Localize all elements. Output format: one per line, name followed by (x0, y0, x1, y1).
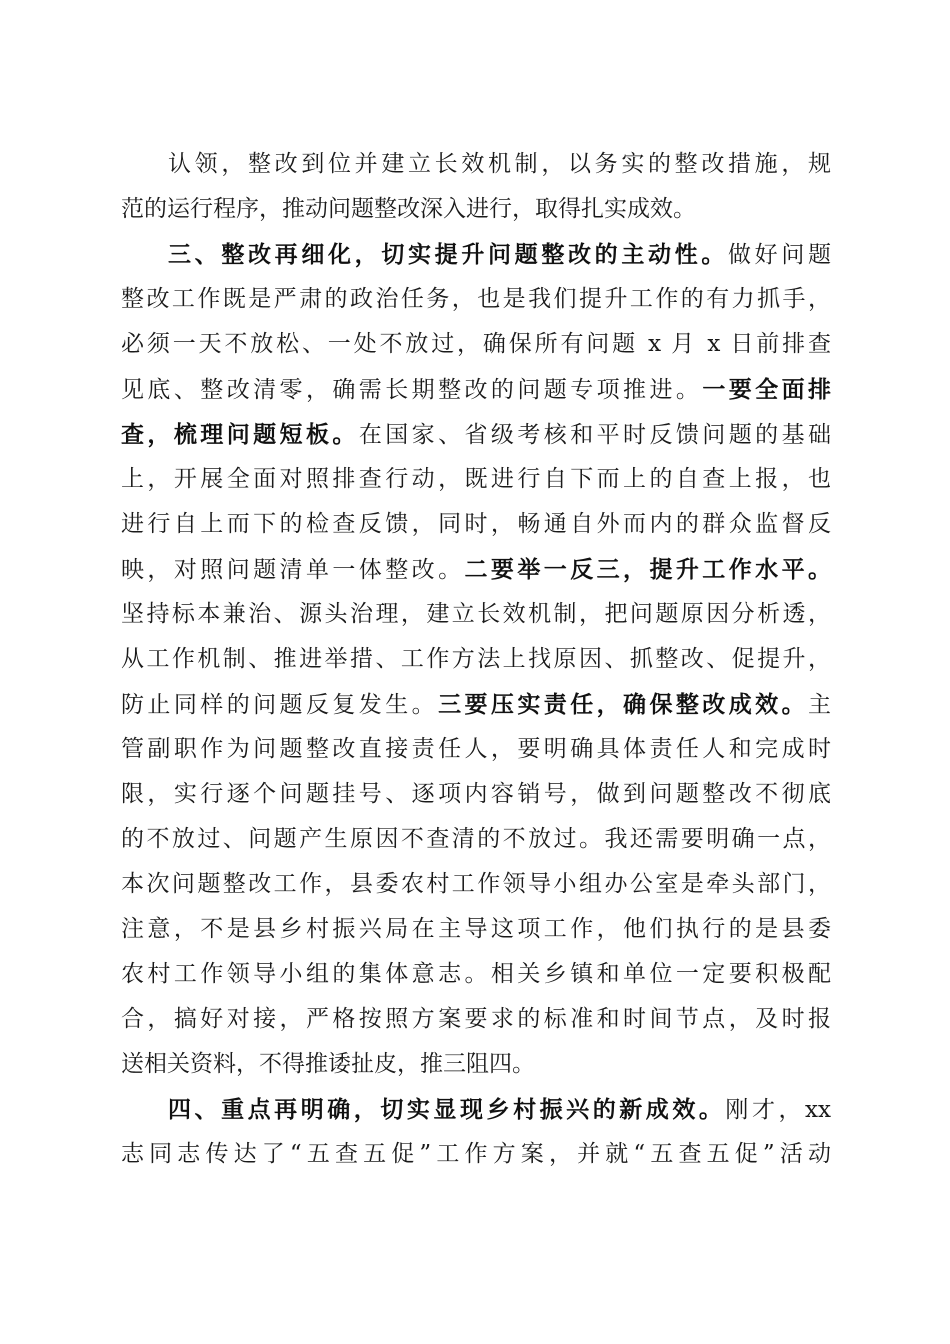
text-line (121, 862, 831, 907)
text-line (121, 952, 831, 997)
text-line (121, 682, 831, 727)
body-text-segment: 坚持标本兼治、源头治理，建立长效机制，把问题原因分析透， (121, 601, 831, 627)
text-line (121, 637, 831, 682)
text-line (121, 412, 831, 457)
body-text-segment: 限，实行逐个问题挂号、逐项内容销号，做到问题整改不彻底 (121, 781, 831, 807)
text-line (121, 547, 831, 592)
text-line (121, 1087, 831, 1132)
text-line (121, 727, 831, 772)
body-text-segment: 范的运行程序，推动问题整改深入进行，取得扎实成效。 (121, 196, 696, 222)
body-text-segment: 合，搞好对接，严格按照方案要求的标准和时间节点，及时报 (121, 1006, 831, 1032)
text-line (121, 1042, 831, 1087)
bold-heading-text: 四、重点再明确，切实显现乡村振兴的新成效。 (168, 1096, 726, 1123)
body-text-segment: 本次问题整改工作，县委农村工作领导小组办公室是牵头部门， (121, 871, 831, 897)
text-line (121, 187, 831, 232)
text-line (121, 817, 831, 862)
bold-heading-text: 三、整改再细化，切实提升问题整改的主动性。 (168, 241, 728, 268)
bold-heading-text: 二要举一反三，提升工作水平。 (464, 556, 832, 583)
text-line (121, 232, 831, 277)
body-text-segment: 从工作机制、推进举措、工作方法上找原因、抓整改、促提升， (121, 646, 831, 672)
text-line (121, 502, 831, 547)
text-line (121, 367, 831, 412)
text-line (121, 907, 831, 952)
body-text-segment: 送相关资料，不得推诿扯皮，推三阻四。 (121, 1051, 535, 1077)
bold-heading-text: 三要压实责任，确保整改成效。 (438, 691, 809, 718)
text-line (121, 1132, 831, 1177)
body-text-segment: 管副职作为问题整改直接责任人，要明确具体责任人和完成时 (121, 736, 831, 762)
body-text-segment: 主 (808, 692, 832, 718)
body-text-segment: 认领，整改到位并建立长效机制，以务实的整改措施，规 (168, 151, 831, 177)
body-text-segment: 进行自上而下的检查反馈，同时，畅通自外而内的群众监督反 (121, 511, 831, 537)
text-line (121, 457, 831, 502)
body-text-segment: 防止同样的问题反复发生。 (121, 692, 439, 718)
body-text-segment: 见底、整改清零，确需长期整改的问题专项推进。 (121, 377, 703, 403)
body-text (121, 142, 831, 1177)
text-line (121, 772, 831, 817)
body-text-segment: 上，开展全面对照排查行动，既进行自下而上的自查上报，也 (121, 466, 831, 492)
bold-heading-text: 一要全面排 (702, 376, 832, 403)
text-line (121, 322, 831, 367)
body-text-segment: 在国家、省级考核和平时反馈问题的基础 (358, 422, 832, 448)
body-text-segment: 的不放过、问题产生原因不查清的不放过。我还需要明确一点， (121, 826, 831, 852)
body-text-segment: 注意，不是县乡村振兴局在主导这项工作，他们执行的是县委 (121, 916, 831, 942)
body-text-segment: 整改工作既是严肃的政治任务，也是我们提升工作的有力抓手， (121, 286, 831, 312)
body-text-segment: 映，对照问题清单一体整改。 (121, 557, 465, 583)
body-text-segment: 志同志传达了“五查五促”工作方案，并就“五查五促”活动 (121, 1141, 831, 1167)
text-line (121, 997, 831, 1042)
body-text-segment: 必须一天不放松、一处不放过，确保所有问题 x 月 x 日前排查 (121, 331, 831, 357)
body-text-segment: 做好问题 (728, 242, 832, 268)
body-text-segment: 刚才，xx (725, 1097, 831, 1123)
body-text-segment: 农村工作领导小组的集体意志。相关乡镇和单位一定要积极配 (121, 961, 831, 987)
text-line (121, 277, 831, 322)
text-line (121, 142, 831, 187)
bold-heading-text: 查，梳理问题短板。 (121, 421, 359, 448)
text-line (121, 592, 831, 637)
